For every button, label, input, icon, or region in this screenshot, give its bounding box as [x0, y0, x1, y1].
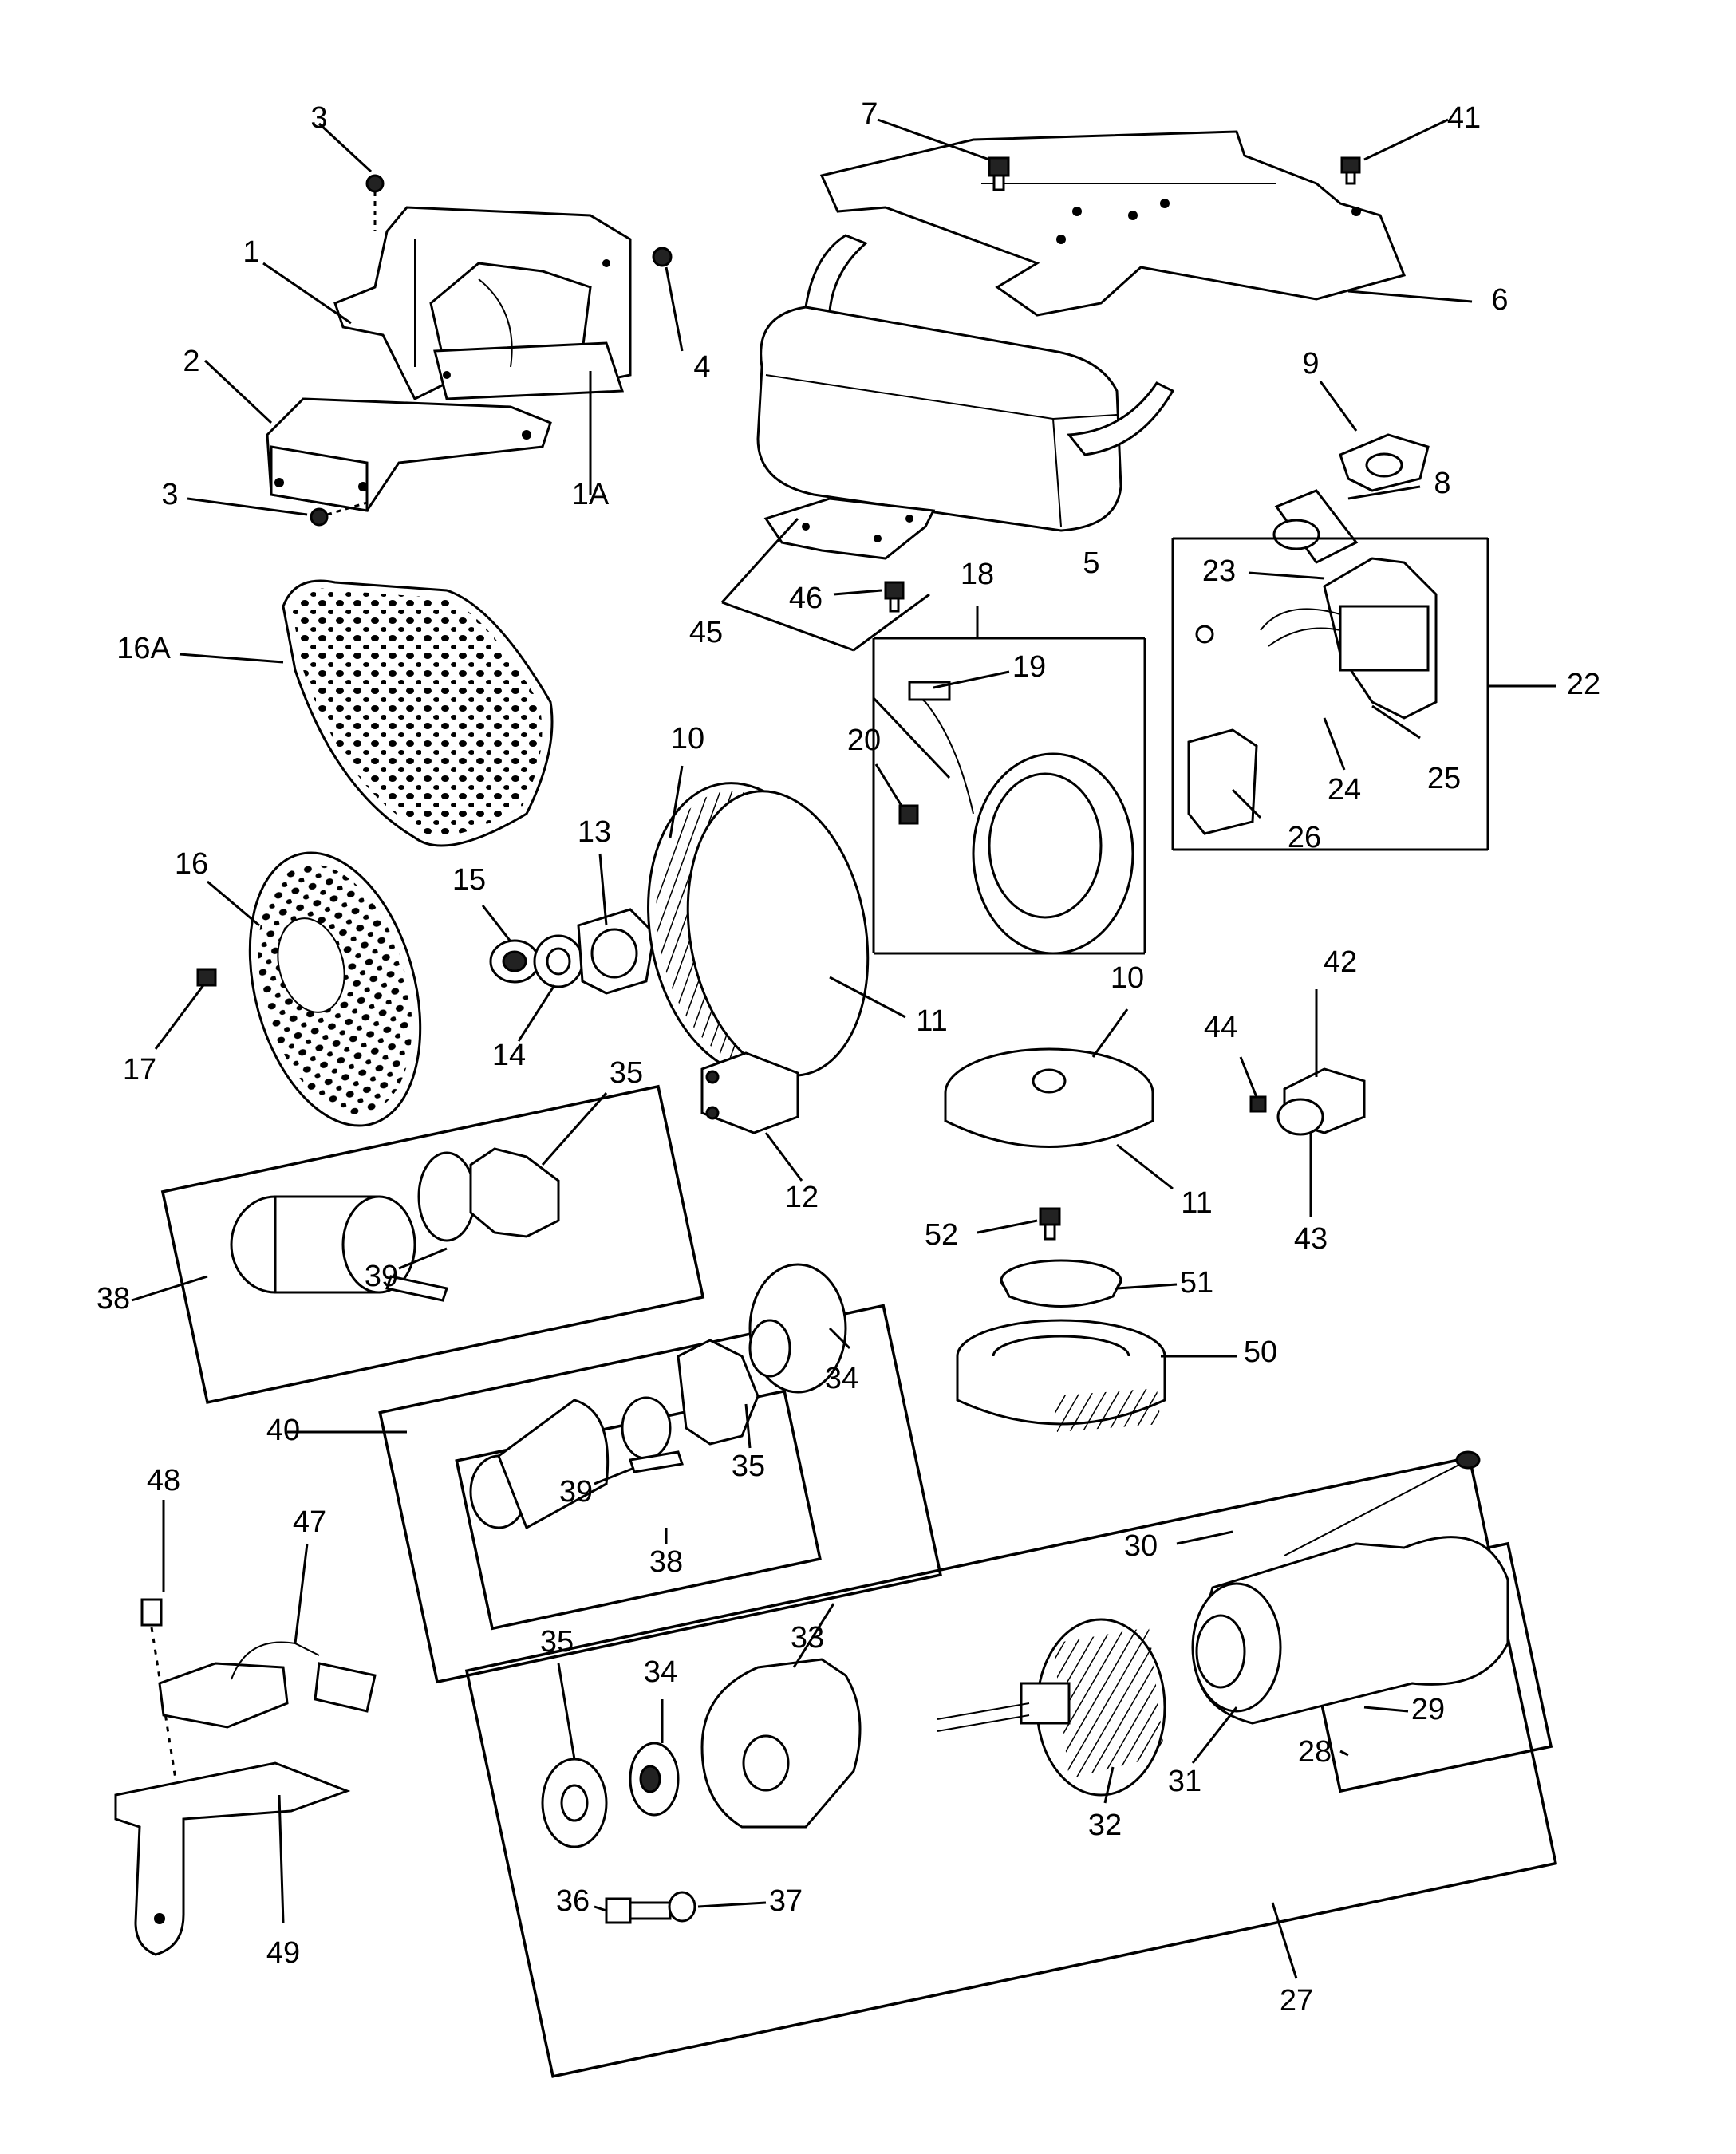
bolt-36	[606, 1899, 670, 1923]
flywheel	[626, 767, 890, 1091]
callout-48: 48	[146, 1464, 181, 1498]
callout-39-upper: 39	[364, 1260, 399, 1294]
callout-18: 18	[960, 558, 995, 592]
callout-38-middle: 38	[649, 1545, 684, 1580]
callout-34-lower: 34	[643, 1655, 678, 1690]
callout-16A: 16A	[116, 632, 171, 666]
callout-11-bottom: 11	[1181, 1186, 1213, 1221]
callout-36: 36	[555, 1884, 590, 1919]
drive-assembly-40	[471, 1264, 846, 1528]
callout-4: 4	[693, 350, 711, 385]
callout-33: 33	[790, 1621, 825, 1655]
stator-18	[909, 682, 1133, 953]
callout-7: 7	[861, 97, 878, 132]
callout-2: 2	[183, 345, 200, 379]
bracket-49	[116, 1763, 347, 1955]
callout-41: 41	[1446, 101, 1482, 136]
callout-51: 51	[1179, 1266, 1214, 1300]
callout-26: 26	[1287, 821, 1322, 855]
callout-31: 31	[1167, 1765, 1202, 1799]
callout-37: 37	[768, 1884, 803, 1919]
end-cap-33	[702, 1659, 860, 1827]
housing-bracket	[267, 399, 550, 511]
callout-40: 40	[266, 1414, 301, 1448]
bolt-41	[1342, 158, 1359, 183]
callout-34-middle: 34	[824, 1362, 859, 1396]
screw-17	[198, 969, 215, 985]
callout-35-middle: 35	[731, 1450, 766, 1484]
callout-19: 19	[1012, 650, 1047, 684]
callout-20: 20	[846, 724, 882, 758]
callout-15: 15	[452, 863, 487, 898]
callout-43: 43	[1293, 1222, 1328, 1256]
screw-3-top	[367, 176, 383, 231]
callout-38-upper: 38	[96, 1282, 131, 1316]
nut-15	[491, 941, 539, 982]
callout-35-upper: 35	[609, 1056, 644, 1091]
spring-clip-26	[1189, 730, 1257, 834]
callout-44: 44	[1203, 1011, 1238, 1045]
callout-3-top: 3	[310, 101, 328, 136]
retainer-51	[1001, 1260, 1121, 1307]
callout-10-bottom: 10	[1110, 961, 1145, 996]
cover-42-43	[1278, 1069, 1364, 1134]
bolt-46	[886, 582, 903, 611]
screw-44	[1251, 1097, 1265, 1111]
gasket-9	[1340, 435, 1428, 491]
bolt-52	[1040, 1209, 1059, 1239]
callout-9: 9	[1302, 347, 1320, 381]
bushing-34	[630, 1743, 678, 1815]
callout-28: 28	[1297, 1735, 1332, 1769]
callout-24: 24	[1327, 773, 1362, 807]
washer-37	[669, 1892, 695, 1921]
armature-32	[937, 1619, 1165, 1795]
callout-47: 47	[292, 1505, 327, 1540]
callout-12: 12	[784, 1181, 819, 1215]
gear-35	[542, 1759, 606, 1847]
regulator-47	[160, 1642, 375, 1727]
callout-42: 42	[1323, 945, 1358, 980]
callout-23: 23	[1201, 554, 1237, 589]
blower-housing	[335, 207, 630, 399]
retainer-13	[578, 909, 654, 993]
callout-35-lower: 35	[539, 1625, 574, 1659]
callout-5: 5	[1083, 546, 1100, 581]
callout-45: 45	[688, 616, 724, 650]
mounting-plate	[822, 132, 1404, 315]
callout-10-top: 10	[670, 722, 705, 756]
callout-30: 30	[1123, 1529, 1158, 1564]
callout-29: 29	[1410, 1693, 1446, 1727]
callout-49: 49	[266, 1936, 301, 1971]
muffler-gasket-plate	[766, 499, 933, 558]
callout-13: 13	[577, 815, 612, 850]
screw-4	[653, 248, 671, 266]
callout-32: 32	[1087, 1809, 1122, 1843]
callout-50: 50	[1243, 1335, 1278, 1370]
callout-16: 16	[174, 847, 209, 882]
starter-motor	[1193, 1452, 1508, 1723]
callout-11-top: 11	[916, 1004, 948, 1039]
callout-52: 52	[924, 1218, 959, 1253]
callout-27: 27	[1279, 1984, 1314, 2018]
washer-14	[535, 936, 582, 987]
ring-gear-50	[957, 1320, 1165, 1432]
shroud-16A	[283, 581, 552, 846]
screen-16	[222, 834, 448, 1145]
screw-20	[900, 806, 917, 823]
flywheel-bottom	[945, 1049, 1153, 1147]
callout-25: 25	[1426, 762, 1462, 796]
callout-14: 14	[491, 1039, 527, 1073]
callout-22: 22	[1566, 668, 1601, 702]
callout-46: 46	[788, 582, 823, 616]
callout-17: 17	[122, 1053, 157, 1087]
callout-1: 1	[243, 235, 260, 270]
exhaust-pipe-8	[1274, 491, 1356, 562]
callout-8: 8	[1434, 467, 1451, 501]
callout-3-bottom: 3	[161, 478, 179, 512]
callout-6: 6	[1491, 283, 1509, 318]
callout-1A: 1A	[571, 478, 610, 512]
callout-39-middle: 39	[558, 1475, 594, 1509]
